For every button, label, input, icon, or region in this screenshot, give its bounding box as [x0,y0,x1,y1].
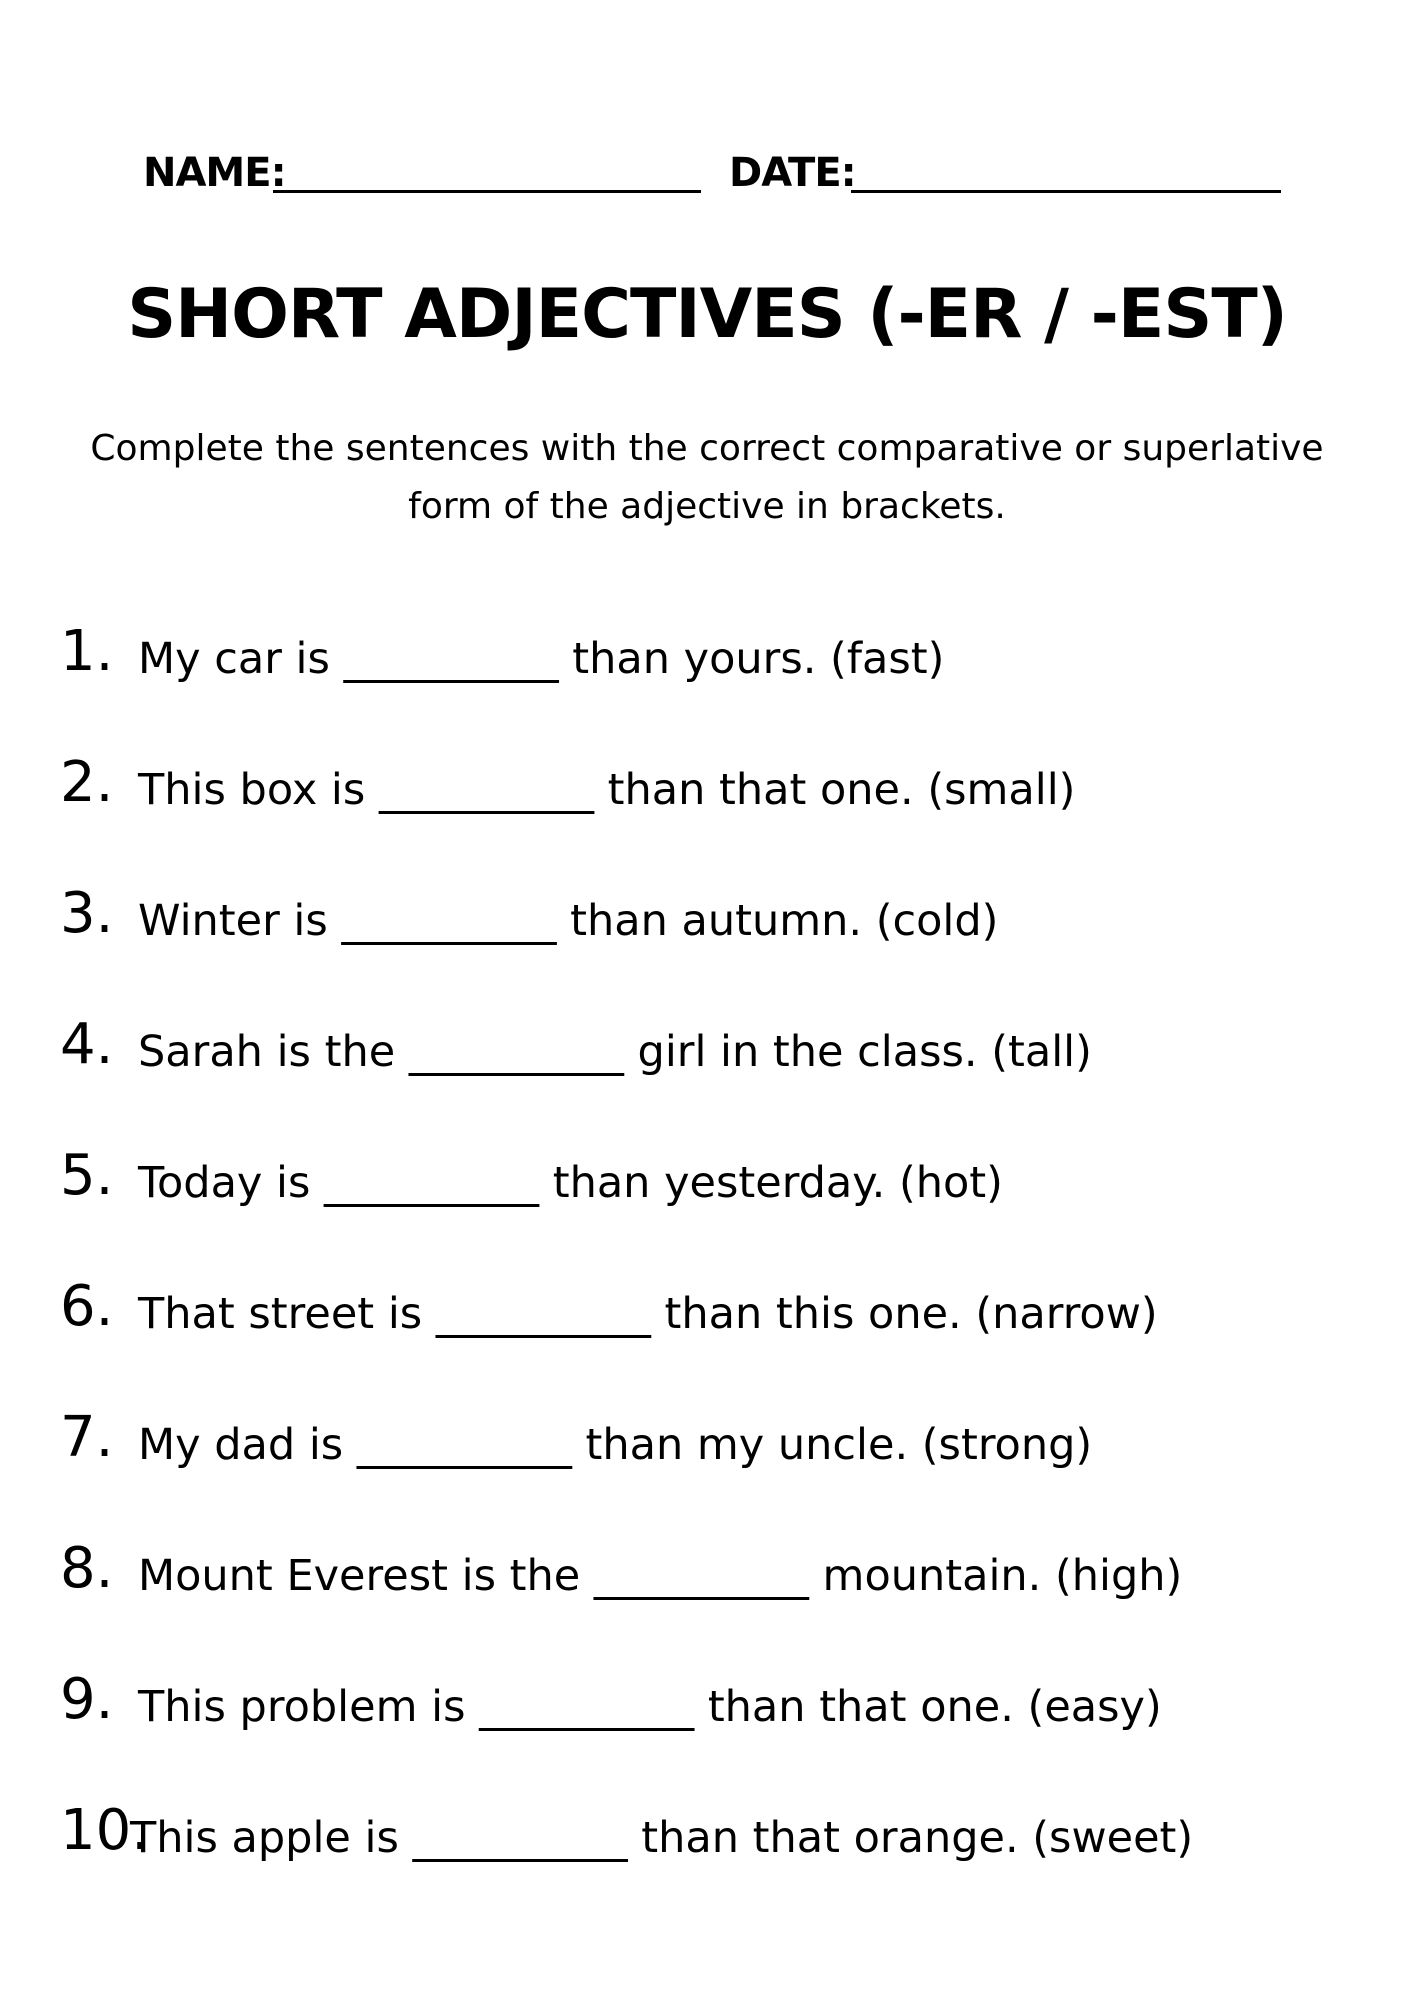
question-item [60,1267,1360,1398]
instructions-text: Complete the sentences with the correct comparative or superlative form of the adjective in brackets. [90,428,1324,527]
worksheet-header [143,148,1283,198]
question-item [60,1398,1360,1529]
name-label: NAME: [143,150,286,196]
question-text: Today is __________ than yesterday. (hot) [138,1158,1003,1208]
question-text: Winter is __________ than autumn. (cold) [138,896,999,946]
date-label: DATE: [729,150,856,196]
question-text: This box is __________ than that one. (small) [138,765,1076,815]
question-number: 9. [60,1667,114,1732]
question-text: That street is __________ than this one. (narrow) [138,1289,1158,1339]
question-text: My car is __________ than yours. (fast) [138,634,945,684]
name-field-line[interactable] [273,190,701,193]
question-text: This problem is __________ than that one. (easy) [138,1682,1162,1732]
question-item [60,1529,1360,1660]
question-number: 2. [60,750,114,815]
question-item [60,1136,1360,1267]
question-item [60,874,1360,1005]
question-number: 1. [60,619,114,684]
question-number: 10. [60,1798,150,1863]
question-item [60,1791,1360,1922]
question-number: 4. [60,1012,114,1077]
worksheet-title: SHORT ADJECTIVES (-ER / -EST) [127,275,1287,354]
question-text: Mount Everest is the __________ mountain. (high) [138,1551,1183,1601]
question-list [60,612,1360,1922]
date-field-line[interactable] [851,190,1281,193]
question-item [60,743,1360,874]
question-number: 5. [60,1143,114,1208]
question-text: My dad is __________ than my uncle. (strong) [138,1420,1093,1470]
question-item [60,1660,1360,1791]
question-item [60,1005,1360,1136]
question-number: 7. [60,1405,114,1470]
question-item [60,612,1360,743]
question-number: 6. [60,1274,114,1339]
question-text: Sarah is the __________ girl in the class. (tall) [138,1027,1092,1077]
question-number: 3. [60,881,114,946]
question-text: This apple is __________ than that orange. (sweet) [130,1813,1194,1863]
question-number: 8. [60,1536,114,1601]
